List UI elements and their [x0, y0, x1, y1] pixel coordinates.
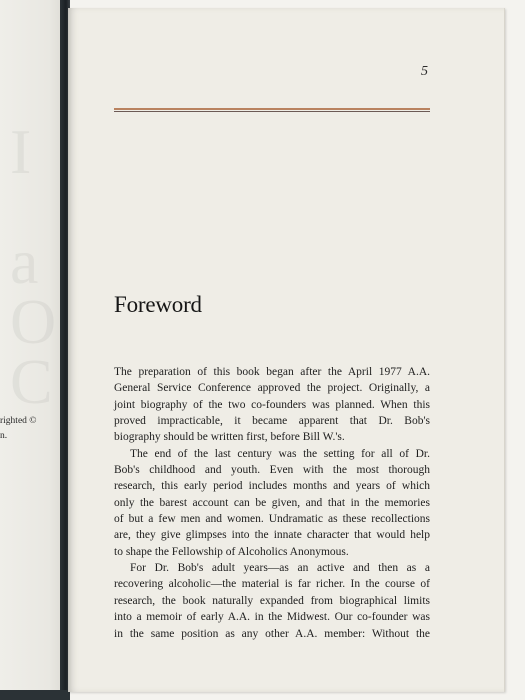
text-line: proved impracticable, it became apparent that Dr. Bob's	[114, 415, 430, 428]
bleed-through-mark: I	[10, 116, 32, 187]
bleed-through-mark: C	[10, 346, 53, 417]
text-line: into a memoir of early A.A. in the Midwest. Our co-founder was	[114, 611, 430, 624]
rule-line-dark	[114, 111, 430, 112]
text-line: in the same position as any other A.A. member: Without the	[114, 627, 430, 640]
text-line: General Service Conference approved the project. Originally, a	[114, 382, 430, 395]
text-line: to shape the Fellowship of Alcoholics Anonymous.	[114, 545, 349, 558]
bleed-through-mark: a	[10, 226, 39, 297]
text-line: The end of the last century was the setting for all of Dr.	[130, 447, 430, 460]
book-cover-bottom	[0, 690, 70, 700]
rule-line-copper	[114, 108, 430, 110]
body-text	[114, 364, 430, 642]
text-line: recovering alcoholic—the material is far richer. In the course of	[114, 578, 430, 591]
decorative-rule	[114, 108, 430, 114]
text-line: The preparation of this book began after the April 1977 A.A.	[114, 366, 430, 378]
left-page-text: righted ©	[0, 416, 37, 426]
bleed-through-mark: O	[10, 286, 57, 357]
text-line: research, the book naturally expanded from biographical limits	[114, 594, 430, 607]
book-page	[68, 8, 505, 692]
text-line: biography should be written first, before Bill W.'s.	[114, 431, 345, 444]
chapter-heading: Foreword	[114, 292, 202, 317]
page-number: 5	[421, 64, 428, 79]
text-line: joint biography of the two co-founders was planned. When this	[114, 398, 430, 411]
text-line: are, they give glimpses into the innate character that would help	[114, 529, 430, 542]
text-line: Bob's childhood and youth. Even with the most thorough	[114, 464, 430, 477]
left-page-text: n.	[0, 431, 8, 441]
text-line: of but a few men and women. Undramatic as these recollections	[114, 513, 430, 526]
text-line: only the barest account can be given, and that in the memories	[114, 496, 430, 509]
text-line: research, this early period includes months and years of which	[114, 480, 430, 493]
text-line: For Dr. Bob's adult years—as an active and then as a	[130, 562, 430, 575]
